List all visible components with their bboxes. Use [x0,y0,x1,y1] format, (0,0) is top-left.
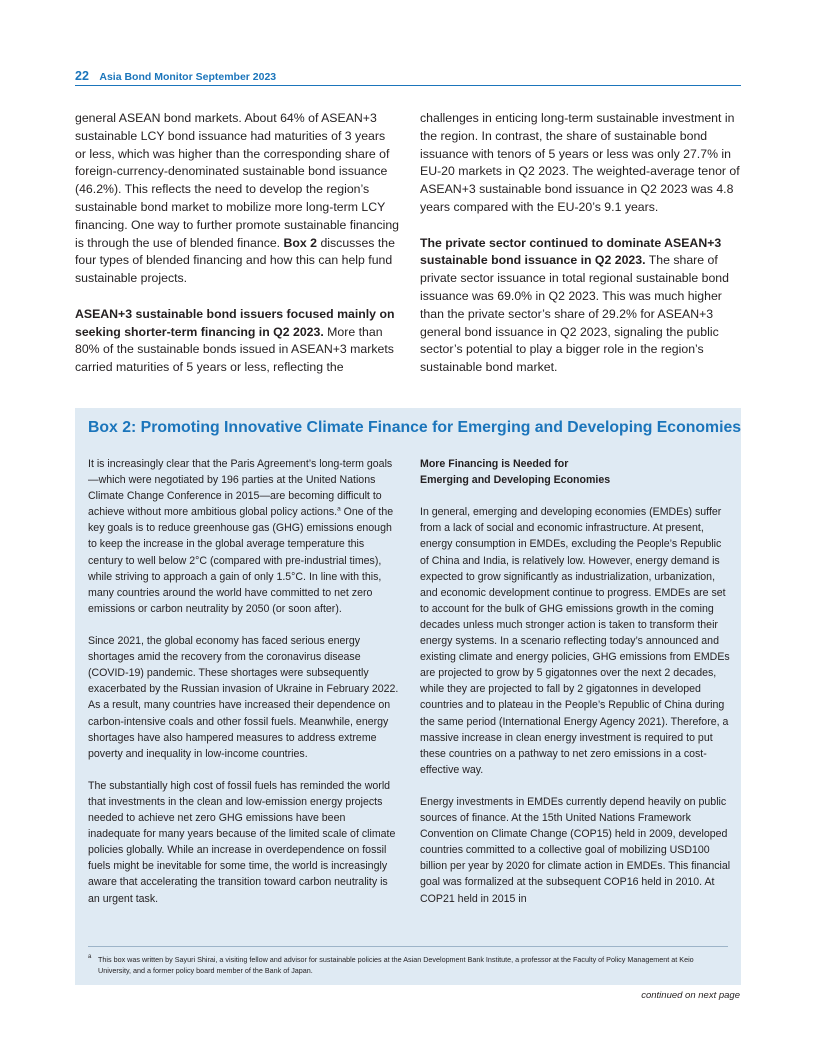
paragraph [75,110,399,288]
paragraph: The substantially high cost of fossil fuels has reminded the world that investments in the clean and low-emission energy projects needed to achieve net zero GHG emissions have been inadequate for many years because of the limited scale of climate policies globally. While an increase in overdependence on fossil fuels might be inevitable for some time, the world is increasingly aware that accelerating the transition toward carbon neutrality is an urgent task. [88,779,396,905]
box-right-column [420,456,732,907]
paragraph: challenges in enticing long-term sustainable investment in the region. In contrast, the share of sustainable bond issuance with tenors of 5 years or less was only 27.7% in EU-20 markets in Q2 2023. The weighted-average tenor of ASEAN+3 sustainable bond issuance in Q2 2023 was 4.8 years compared with the EU-20’s 9.1 years. [420,111,740,214]
paragraph [88,456,400,617]
paragraph-text: One of the key goals is to reduce greenhouse gas (GHG) emissions enough to keep the increase in the global average temperature this century to well below 2°C (compared with pre-industrial times), while striving to approach a gain of only 1.5°C. In line with this, many countries around the world have committed to net zero emissions or carbon neutrality by 2050 (or soon after). [88,506,394,615]
subheading-line: More Financing is Needed for [420,458,569,470]
paragraph [75,306,399,377]
header-rule [75,85,741,86]
paragraph-text: discusses the four types of blended financing and how this can help fund sustainable projects. [75,235,395,286]
footnote-mark: a [88,954,92,960]
subheading-line: Emerging and Developing Economies [420,474,611,487]
paragraph-text: It is increasingly clear that the Paris Agreement’s long-term goals—which were negotiated by 196 parties at the United Nations Climate Change Conference in 2015—are becoming difficult to achieve without more ambitious global policy actions. [88,458,393,519]
footnote [88,954,723,976]
footnote-marker: a [337,505,341,513]
paragraph-text: The share of private sector issuance in total regional sustainable bond issuance was 69.0% in Q2 2023. This was much higher than the private sector’s share of 29.2% for ASEAN+3 general bond issuance in Q2 2023, signaling the public sector’s potential to play a bigger role in the region’s sustainable bond market. [420,253,729,375]
page-header [75,67,740,85]
lead-sentence: ASEAN+3 sustainable bond issuers focused mainly on seeking shorter-term financing in Q2 2023. [75,306,395,339]
subheading [420,456,732,488]
top-right-column [420,110,740,377]
paragraph-text: general ASEAN bond markets. About 64% of ASEAN+3 sustainable LCY bond issuance had maturities of 3 years or less, which was higher than the corresponding share of foreign-currency-denominated sustainable bond issuance (46.2%). This reflects the need to develop the region’s sustainable bond market to mobilize more long-term LCY financing. One way to further promote sustainable financing is through the use of blended finance. [75,111,400,250]
top-left-column [75,110,399,377]
paragraph: In general, emerging and developing economies (EMDEs) suffer from a lack of social and economic infrastructure. At present, energy consumption in EMDEs, excluding the People’s Republic of China and India, is relatively low. However, energy demand is expected to grow significantly as industrialization, urbanization, and economic development continue to progress. EMDEs are set to account for the bulk of GHG emissions growth in the coming decades unless much stronger action is taken to transform their energy systems. In a scenario reflecting today’s announced and existing climate and energy policies, GHG emissions from EMDEs are projected to grow by 5 gigatonnes over the next 2 decades, while they are projected to fall by 2 gigatonnes in developed countries and to plateau in the People’s Republic of China during the same period (International Energy Agency 2021). Therefore, a massive increase in clean energy investment is required to put these countries on a pathway to net zero emissions in a cost-effective way. [420,506,730,776]
publication-title: Asia Bond Monitor September 2023 [99,71,277,83]
paragraph-text: More than 80% of the sustainable bonds issued in ASEAN+3 markets carried maturities of 5 years or less, reflecting the [75,324,394,375]
paragraph: Since 2021, the global economy has faced serious energy shortages amid the recovery from the coronavirus disease (COVID-19) pandemic. These shortages were subsequently exacerbated by the Russian invasion of Ukraine in February 2022. As a result, many countries have increased their dependence on carbon-intensive coals and other fossil fuels. Meanwhile, energy shortages have also hampered measures to address extreme poverty and inequality in low-income countries. [88,635,399,760]
box-left-column [88,456,400,907]
paragraph: Energy investments in EMDEs currently depend heavily on public sources of finance. At the 15th United Nations Framework Convention on Climate Change (COP15) held in 2009, developed countries committed to a collective goal of mobilizing USD100 billion per year by 2020 for climate action in EMDEs. This financial goal was formalized at the subsequent COP16 held in 2010. At COP21 held in 2015 in [420,795,731,905]
box-panel [75,408,741,985]
footnote-rule [88,946,728,947]
paragraph [420,235,740,377]
box-title: Box 2: Promoting Innovative Climate Finance for Emerging and Developing Economies [88,419,742,436]
page-number: 22 [75,69,89,83]
box-reference: Box 2 [283,235,318,250]
continued-note: continued on next page [641,990,740,1001]
lead-sentence: The private sector continued to dominate ASEAN+3 sustainable bond issuance in Q2 2023. [420,235,722,268]
footnote-text: This box was written by Sayuri Shirai, a visiting fellow and advisor for sustainable policies at the Asian Development Bank Institute, a professor at the Faculty of Policy Management at Keio University, and a former policy board member of the Bank of Japan. [98,955,694,975]
